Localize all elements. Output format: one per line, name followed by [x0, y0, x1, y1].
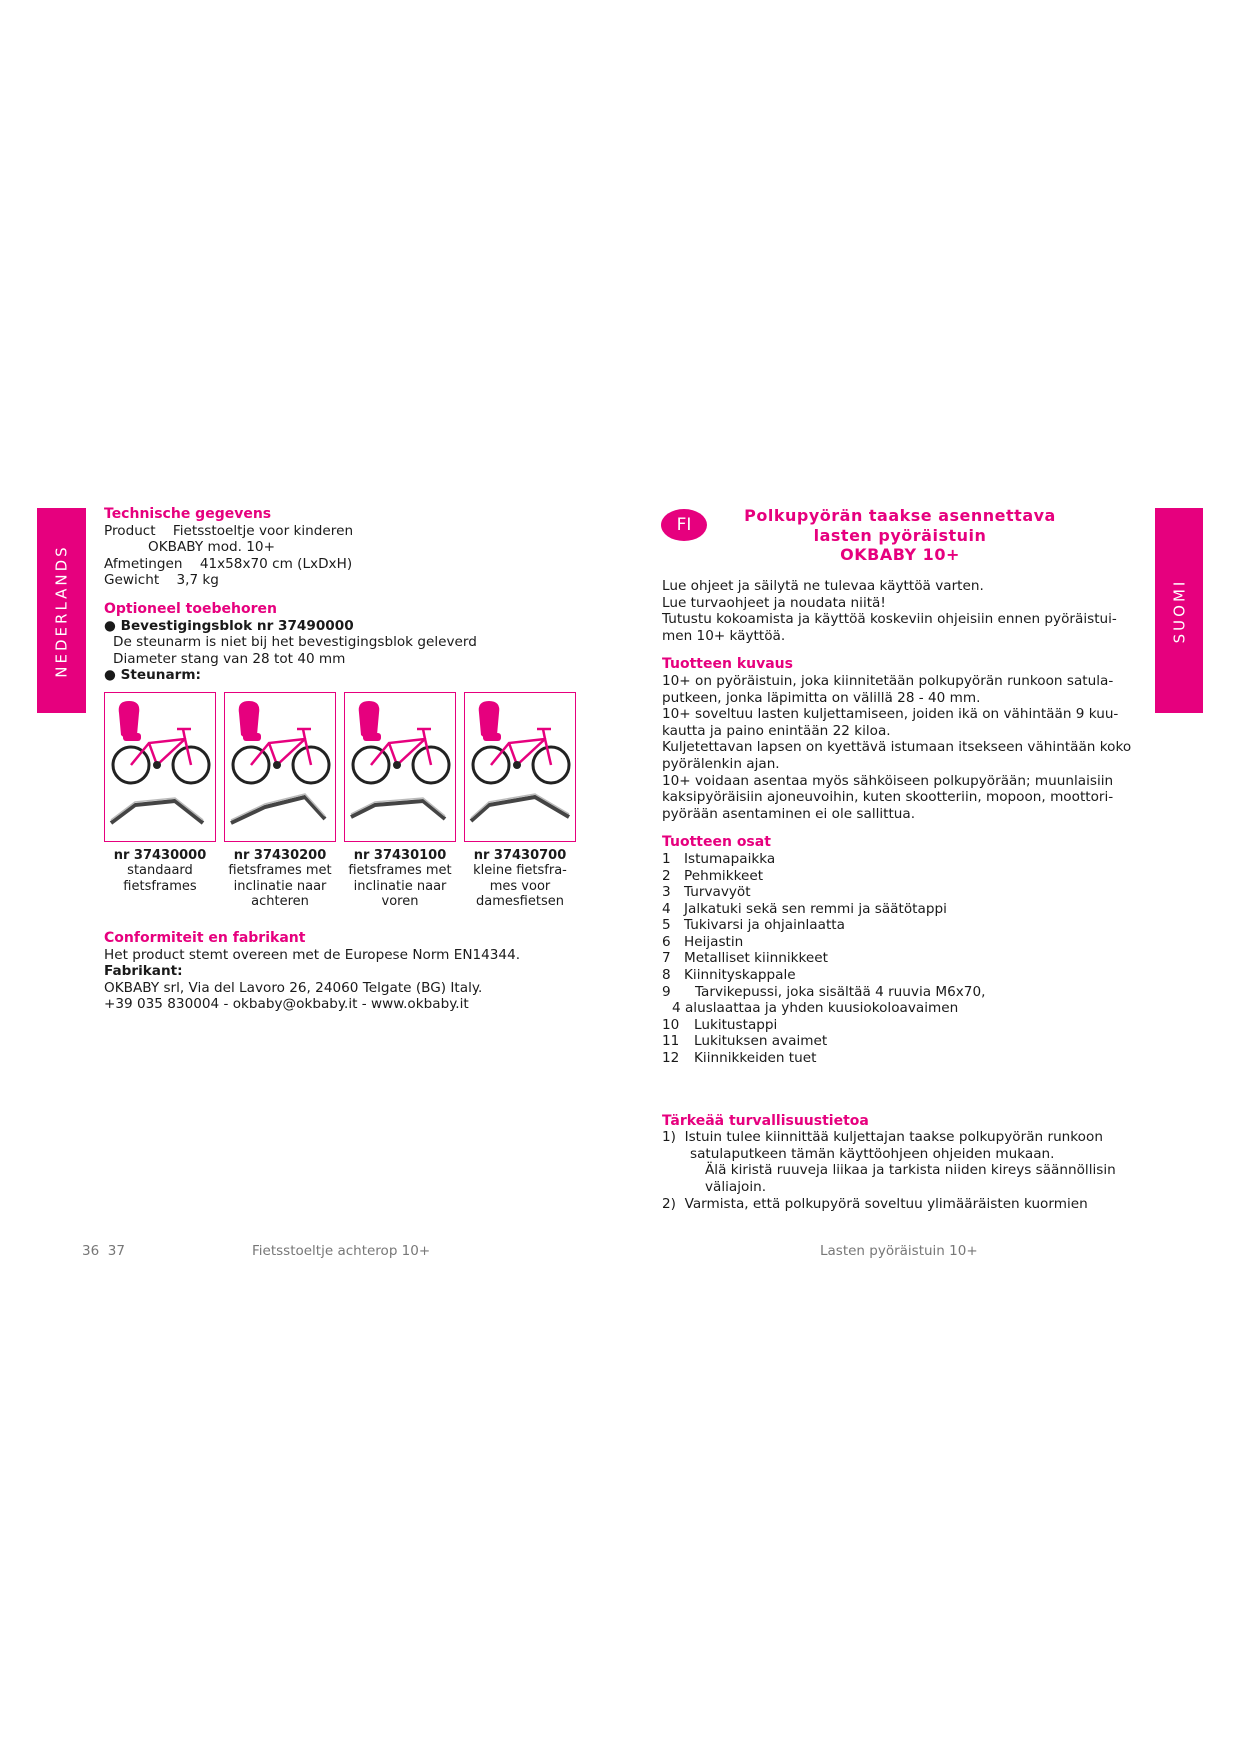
figure-line: inclinatie naar — [233, 878, 327, 894]
description-line: Kuljetettavan lapsen on kyettävä istumaan itsekseen vähintään koko — [662, 739, 1132, 756]
figure-line: voren — [381, 894, 419, 910]
safety-line: satulaputkeen tämän käyttöohjeen ohjeiden mukaan. — [690, 1145, 1055, 1162]
description-line: putkeen, jonka läpimitta on välillä 28 - 40 mm. — [662, 689, 981, 706]
figure-line: fietsframes — [123, 878, 197, 894]
list-item — [662, 967, 1142, 984]
support-arm-figures — [104, 692, 584, 842]
description-line: 10+ voidaan asentaa myös sähköiseen polkupyörään; muunlaisiin — [662, 772, 1114, 789]
figure-nr: nr 37430700 — [473, 847, 567, 863]
list-item — [662, 884, 1142, 901]
part-number: 12 — [662, 1050, 680, 1067]
figure-nr: nr 37430000 — [113, 847, 207, 863]
part-number: 7 — [662, 950, 671, 967]
part-number: 4 — [662, 900, 671, 917]
part-text: Metalliset kiinnikkeet — [684, 950, 828, 967]
figure-nr: nr 37430100 — [353, 847, 447, 863]
title-line: lasten pyöräistuin — [813, 525, 987, 545]
support-arm-figure — [224, 692, 336, 842]
tech-weight: Gewicht 3,7 kg — [104, 572, 219, 589]
tech-dims: Afmetingen 41x58x70 cm (LxDxH) — [104, 555, 353, 572]
list-item — [662, 950, 1142, 967]
side-tab-nederlands — [37, 508, 86, 713]
intro-line: Lue turvaohjeet ja noudata niitä! — [662, 594, 886, 611]
part-text: Lukituksen avaimet — [694, 1033, 828, 1050]
optional-note2: Diameter stang van 28 tot 40 mm — [113, 650, 346, 667]
part-number: 2 — [662, 867, 671, 884]
part-number: 9 — [662, 983, 671, 1000]
safety-line: väliajoin. — [705, 1179, 767, 1195]
part-text: Kiinnikkeiden tuet — [694, 1050, 817, 1067]
list-item — [662, 1000, 1142, 1017]
footer-left-title: Fietsstoeltje achterop 10+ — [252, 1243, 431, 1259]
tech-model: OKBABY mod. 10+ — [148, 539, 275, 556]
parts-heading: Tuotteen osat — [662, 834, 771, 851]
figure-line: standaard — [127, 863, 193, 879]
part-number — [662, 1000, 672, 1017]
part-text: Kiinnityskappale — [684, 967, 796, 984]
footer-right-title: Lasten pyöräistuin 10+ — [820, 1243, 978, 1259]
description-line: pyörälenkin ajan. — [662, 755, 780, 772]
figure-caption — [224, 848, 336, 910]
safety-heading: Tärkeää turvallisuustietoa — [662, 1112, 869, 1129]
part-text: Heijastin — [684, 933, 744, 950]
description-line: 10+ on pyöräistuin, joka kiinnitetään polkupyörän runkoon satula- — [662, 672, 1114, 689]
list-item — [662, 868, 1142, 885]
list-item — [662, 1050, 1142, 1067]
optional-note1: De steunarm is niet bij het bevestigingsblok geleverd — [113, 634, 477, 651]
part-text: Turvavyöt — [684, 884, 751, 901]
support-arm-figure — [344, 692, 456, 842]
tech-product: Product Fietsstoeltje voor kinderen — [104, 522, 354, 539]
figure-line: fietsframes met — [348, 863, 452, 879]
description-heading: Tuotteen kuvaus — [662, 656, 793, 673]
list-item — [662, 917, 1142, 934]
figure-line: kleine fietsfra- — [473, 863, 567, 879]
list-item — [662, 984, 1142, 1001]
description-line: 10+ soveltuu lasten kuljettamiseen, joiden ikä on vähintään 9 kuu- — [662, 706, 1119, 723]
side-tab-suomi — [1155, 508, 1203, 713]
figure-nr: nr 37430200 — [233, 847, 327, 863]
right-column — [662, 578, 1142, 1212]
parts-list — [662, 851, 1142, 1067]
part-number: 8 — [662, 967, 671, 984]
conformity-heading: Conformiteit en fabrikant — [104, 929, 306, 946]
part-number: 1 — [662, 850, 671, 867]
description-line: pyörään asentaminen ei ole sallittua. — [662, 805, 916, 822]
safety-line: Älä kiristä ruuveja liikaa ja tarkista niiden kireys säännöllisin — [705, 1162, 1116, 1179]
child-seat-icon — [239, 701, 261, 741]
child-seat-icon — [119, 701, 141, 741]
part-number: 11 — [662, 1033, 680, 1050]
list-item — [662, 1017, 1142, 1034]
conformity-maker-label: Fabrikant: — [104, 963, 183, 980]
support-arm-figure — [464, 692, 576, 842]
bicycle-seat-illustration — [105, 693, 215, 841]
bicycle-seat-illustration — [345, 693, 455, 841]
language-badge: FI — [661, 509, 707, 541]
intro-line: men 10+ käyttöä. — [662, 627, 786, 644]
list-item — [662, 901, 1142, 918]
figure-line: fietsframes met — [228, 863, 332, 879]
support-arm-icon — [471, 797, 569, 821]
left-column — [104, 506, 584, 1013]
description-line: kaksipyöräisiin ajoneuvoihin, kuten skootteriin, mopoon, moottori- — [662, 789, 1114, 806]
part-number: 5 — [662, 917, 671, 934]
intro-line: Tutustu kokoamista ja käyttöä koskeviin ohjeisiin ennen pyöräistui- — [662, 611, 1117, 628]
list-item — [662, 851, 1142, 868]
title-line: Polkupyörän taakse asennettava — [744, 506, 1056, 525]
bicycle-seat-illustration — [225, 693, 335, 841]
page-title — [740, 506, 1060, 565]
tech-heading: Technische gegevens — [104, 506, 272, 522]
figure-line: damesfietsen — [476, 894, 564, 910]
part-number: 3 — [662, 884, 671, 901]
child-seat-icon — [359, 701, 381, 741]
figure-line: inclinatie naar — [353, 878, 447, 894]
support-arm-icon — [111, 801, 203, 823]
part-text: Lukitustappi — [694, 1016, 778, 1033]
optional-block: ● Bevestigingsblok nr 37490000 — [104, 617, 354, 634]
bicycle-seat-illustration — [465, 693, 575, 841]
side-tab-label: SUOMI — [1170, 578, 1188, 643]
figure-line: achteren — [251, 894, 309, 910]
safety-line: 1) Istuin tulee kiinnittää kuljettajan taakse polkupyörän runkoon — [662, 1129, 1103, 1146]
optional-heading: Optioneel toebehoren — [104, 600, 277, 617]
figure-line: mes voor — [489, 878, 551, 894]
part-text: Tukivarsi ja ohjainlaatta — [684, 917, 845, 934]
description-line: kautta ja paino enintään 22 kiloa. — [662, 722, 891, 739]
conformity-address: OKBABY srl, Via del Lavoro 26, 24060 Telgate (BG) Italy. — [104, 979, 483, 996]
part-text: Istumapaikka — [684, 850, 776, 867]
footer-page-numbers: 36 37 — [82, 1243, 125, 1259]
safety-line: 2) Varmista, että polkupyörä soveltuu ylimääräisten kuormien — [662, 1195, 1088, 1212]
child-seat-icon — [479, 701, 501, 741]
list-item — [662, 1033, 1142, 1050]
part-text: 4 aluslaattaa ja yhden kuusiokoloavaimen — [672, 1000, 959, 1017]
optional-arm: ● Steunarm: — [104, 667, 201, 684]
list-item — [662, 934, 1142, 951]
figure-caption — [104, 848, 216, 910]
part-text: Tarvikepussi, joka sisältää 4 ruuvia M6x70, — [695, 983, 986, 1000]
conformity-norm: Het product stemt overeen met de Europese Norm EN14344. — [104, 946, 521, 963]
support-arm-figure — [104, 692, 216, 842]
side-tab-label: NEDERLANDS — [52, 543, 71, 678]
part-text: Jalkatuki sekä sen remmi ja säätötappi — [684, 900, 947, 917]
figure-caption — [344, 848, 456, 910]
part-number: 6 — [662, 933, 671, 950]
support-arm-captions — [104, 848, 584, 910]
conformity-contact: +39 035 830004 - okbaby@okbaby.it - www.okbaby.it — [104, 996, 469, 1013]
figure-caption — [464, 848, 576, 910]
title-line: OKBABY 10+ — [840, 545, 960, 564]
intro-line: Lue ohjeet ja säilytä ne tulevaa käyttöä varten. — [662, 578, 984, 594]
part-text: Pehmikkeet — [684, 867, 764, 884]
part-number: 10 — [662, 1016, 680, 1033]
